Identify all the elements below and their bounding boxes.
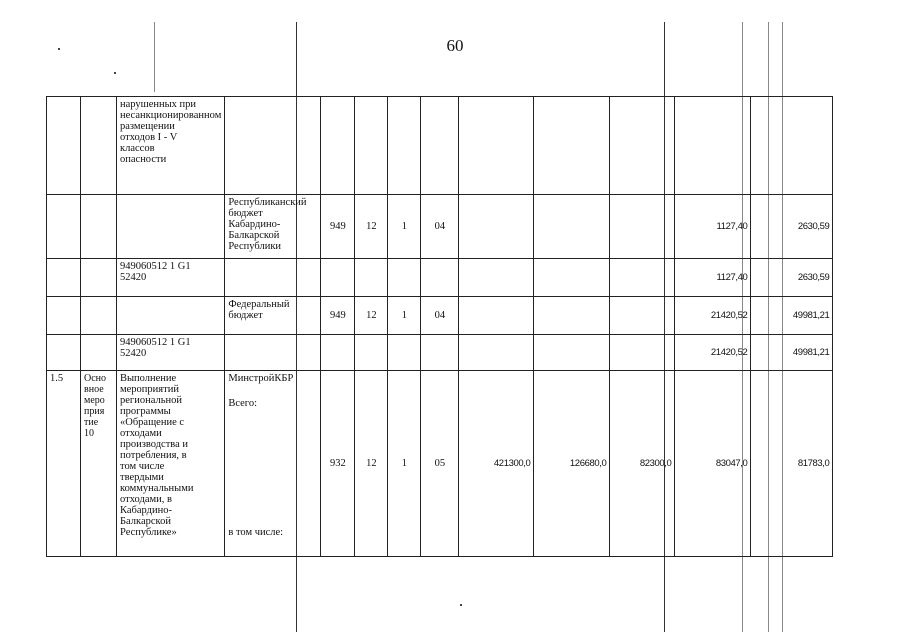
cell-num <box>47 297 81 335</box>
cell-grbs <box>321 259 355 297</box>
cell-type <box>81 297 117 335</box>
cell-pr <box>388 335 421 371</box>
table-row <box>47 297 833 335</box>
cell-year-2 <box>534 259 610 297</box>
cell-year-3 <box>610 335 675 371</box>
cell-rz: 12 <box>355 371 388 557</box>
cell-type <box>81 335 117 371</box>
cell-year-2 <box>534 335 610 371</box>
cell-year-4 <box>675 97 751 195</box>
cell-name: 949060512 1 G1 52420 <box>117 259 225 297</box>
budget-table <box>46 96 833 557</box>
cell-rz <box>355 259 388 297</box>
source-total: Всего: <box>228 398 258 409</box>
cell-grbs <box>321 97 355 195</box>
cell-grbs: 949 <box>321 195 355 259</box>
cell-pr: 1 <box>388 371 421 557</box>
cell-source: Республиканский бюджет Кабардино- Балкарской Республики <box>225 195 321 259</box>
cell-year-5: 49981,21 <box>751 297 833 335</box>
cell-vr: 04 <box>421 297 459 335</box>
cell-pr <box>388 97 421 195</box>
cell-year-3 <box>610 259 675 297</box>
cell-rz <box>355 335 388 371</box>
cell-num <box>47 97 81 195</box>
cell-year-5 <box>751 97 833 195</box>
cell-vr: 04 <box>421 195 459 259</box>
cell-year-4: 21420,52 <box>675 335 751 371</box>
table-row <box>47 259 833 297</box>
table-row <box>47 97 833 195</box>
cell-name <box>117 297 225 335</box>
cell-source <box>225 371 321 557</box>
cell-num <box>47 335 81 371</box>
cell-name: нарушенных при несанкционированном размещении отходов I - V классов опасности <box>117 97 225 195</box>
cell-grbs <box>321 335 355 371</box>
table-row <box>47 335 833 371</box>
cell-year-1 <box>459 335 534 371</box>
cell-year-4: 1127,40 <box>675 195 751 259</box>
cell-type: Осно вное меро прия тие 10 <box>81 371 117 557</box>
cell-num <box>47 259 81 297</box>
cell-year-4: 1127,40 <box>675 259 751 297</box>
cell-year-1 <box>459 97 534 195</box>
cell-pr: 1 <box>388 297 421 335</box>
cell-year-3 <box>610 195 675 259</box>
scan-artifact-dot <box>114 72 116 74</box>
cell-rz: 12 <box>355 297 388 335</box>
cell-num: 1.5 <box>47 371 81 557</box>
source-including: в том числе: <box>228 527 284 538</box>
cell-type <box>81 97 117 195</box>
page-number: 60 <box>446 36 464 55</box>
cell-vr <box>421 97 459 195</box>
cell-name: Выполнение мероприятий региональной программы «Обращение с отходами производства и потребления, в том числе твердыми коммунальными отходами, в Кабардино- Балкарской Республике» <box>117 371 225 557</box>
source-ministry: МинстройКБР <box>228 373 294 384</box>
cell-type <box>81 195 117 259</box>
cell-type <box>81 259 117 297</box>
scan-artifact-dot <box>58 48 60 50</box>
cell-year-5: 81783,0 <box>751 371 833 557</box>
cell-name <box>117 195 225 259</box>
cell-year-3 <box>610 297 675 335</box>
cell-rz <box>355 97 388 195</box>
cell-num <box>47 195 81 259</box>
cell-vr <box>421 335 459 371</box>
cell-year-2 <box>534 97 610 195</box>
cell-name: 949060512 1 G1 52420 <box>117 335 225 371</box>
cell-source <box>225 259 321 297</box>
cell-year-1 <box>459 297 534 335</box>
table-row <box>47 371 833 557</box>
cell-year-3: 82300,0 <box>610 371 675 557</box>
cell-year-2 <box>534 195 610 259</box>
cell-year-2: 126680,0 <box>534 371 610 557</box>
cell-pr <box>388 259 421 297</box>
cell-grbs: 949 <box>321 297 355 335</box>
cell-year-4: 83047,0 <box>675 371 751 557</box>
cell-grbs: 932 <box>321 371 355 557</box>
cell-year-1: 421300,0 <box>459 371 534 557</box>
cell-year-5: 2630,59 <box>751 259 833 297</box>
cell-year-3 <box>610 97 675 195</box>
cell-year-1 <box>459 195 534 259</box>
cell-year-2 <box>534 297 610 335</box>
cell-year-5: 49981,21 <box>751 335 833 371</box>
scan-artifact-line <box>154 22 155 92</box>
cell-pr: 1 <box>388 195 421 259</box>
cell-year-4: 21420,52 <box>675 297 751 335</box>
cell-rz: 12 <box>355 195 388 259</box>
scan-artifact-dot <box>460 604 462 606</box>
cell-vr <box>421 259 459 297</box>
cell-source: Федеральный бюджет <box>225 297 321 335</box>
cell-year-1 <box>459 259 534 297</box>
cell-source <box>225 335 321 371</box>
cell-vr: 05 <box>421 371 459 557</box>
cell-source <box>225 97 321 195</box>
table-row <box>47 195 833 259</box>
cell-year-5: 2630,59 <box>751 195 833 259</box>
